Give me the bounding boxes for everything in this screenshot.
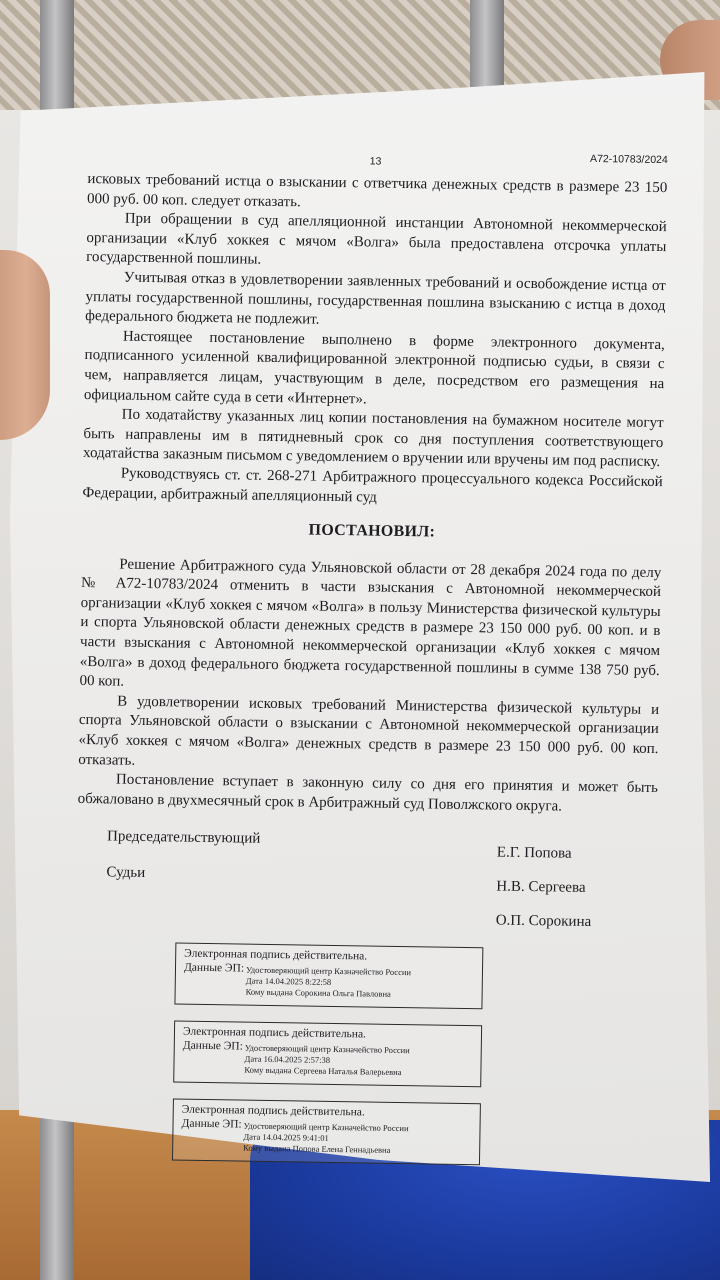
e-signature-details: [244, 1043, 410, 1079]
judge-name: О.П. Сорокина: [495, 912, 592, 931]
e-signature-box: [174, 943, 483, 1010]
judges-label: Судьи: [106, 864, 146, 882]
signature-block: [76, 823, 657, 931]
hand: [0, 250, 50, 440]
e-signature-holder: Кому выдана Сорокина Ольга Павловна: [245, 986, 391, 1000]
e-signature-date: Дата 16.04.2025 2:57:38: [244, 1053, 331, 1066]
e-signature-box: [173, 1021, 482, 1088]
paragraph: Учитывая отказ в удовлетворении заявленных требований и освобождение истца от уплаты государственной пошлины, государственная пошлина взысканию с истца в доход федерального бюджета не подлежит.: [85, 269, 666, 328]
chair-label: Председательствующий: [106, 828, 261, 848]
decree-paragraph: Решение Арбитражного суда Ульяновской области от 28 декабря 2024 года по делу № А72-10783/2024 отменить в части взыскания с Автономной некоммерческой организации «Клуб хоккея с мячом «Волга» в пользу Министерства физической культуры и спорта Ульяновской области денежных средств в размере 23 150 000 руб. 00 коп. и в части взыскания с Автономной некоммерческой организации «Клуб хоккея с мячом «Волга» в доход федерального бюджета государственной пошлины в сумме 138 750 руб. 00 коп.: [79, 556, 662, 690]
e-signature-date: Дата 14.04.2025 9:41:01: [243, 1131, 329, 1144]
decree-title: ПОСТАНОВИЛ:: [308, 521, 436, 541]
e-signature-holder: Кому выдана Попова Елена Геннадьевна: [243, 1142, 391, 1156]
decree-paragraph: В удовлетворении исковых требований Министерства физической культуры и спорта Ульяновской области о взыскании с Автономной некоммерческой организации «Клуб хоккея с мячом «Волга» денежных средств в размере 23 150 000 руб. 00 коп. отказать.: [78, 693, 660, 769]
case-number: А72-10783/2024: [590, 152, 668, 167]
e-signature-label: Данные ЭП:: [181, 1117, 242, 1131]
e-signature-label: Данные ЭП:: [183, 962, 245, 975]
e-signature-label: Данные ЭП:: [182, 1040, 243, 1053]
e-signature-holder: Кому выдана Сергеева Наталья Валерьевна: [244, 1064, 402, 1078]
paragraph: По ходатайству указанных лиц копии постановления на бумажном носителе могут быть направлены им в пятидневный срок со дня поступления соответствующего ходатайства заказным письмом с уведомлением о вручении или вручены им под расписку.: [82, 406, 664, 471]
e-signature-issuer: Удостоверяющий центр Казначейство России: [244, 1042, 410, 1056]
e-signature-status: Электронная подпись действительна.: [181, 1103, 365, 1119]
page-number: 13: [369, 155, 382, 168]
judge-name: Е.Г. Попова: [496, 844, 572, 863]
judge-name: Н.В. Сергеева: [496, 878, 586, 897]
e-signature-details: [243, 1121, 409, 1157]
e-signature-status: Электронная подпись действительна.: [184, 948, 368, 963]
e-signature-details: [246, 965, 412, 1001]
paragraph: Руководствуясь ст. ст. 268-271 Арбитражного процессуального кодекса Российской Федерации, арбитражный апелляционный суд: [82, 465, 663, 506]
court-document: [72, 140, 668, 1168]
e-signature-issuer: Удостоверяющий центр Казначейство России: [245, 964, 412, 978]
e-signature-issuer: Удостоверяющий центр Казначейство России: [243, 1120, 409, 1134]
e-signature-box: [172, 1099, 481, 1166]
paragraph: При обращении в суд апелляционной инстанции Автономной некоммерческой организации «Клуб хоккея с мячом «Волга» была предоставлена отсрочка уплаты государственной пошлины.: [86, 210, 667, 269]
paragraph: Настоящее постановление выполнено в форме электронного документа, подписанного усиленной квалифицированной электронной подписью судьи, в связи с чем, направляется лицам, участвующим в деле, посредством его размещения на официальном сайте суда в сети «Интернет».: [83, 328, 665, 407]
paragraph: исковых требований истца о взыскании с ответчика денежных средств в размере 23 150 000 руб. 00 коп. следует отказать.: [86, 170, 668, 210]
e-signature-status: Электронная подпись действительна.: [182, 1026, 367, 1041]
decree-paragraph: Постановление вступает в законную силу со дня его принятия и может быть обжаловано в двухмесячный срок в Арбитражный суд Поволжского округа.: [77, 771, 659, 815]
e-signature-date: Дата 14.04.2025 8:22:58: [245, 975, 332, 988]
